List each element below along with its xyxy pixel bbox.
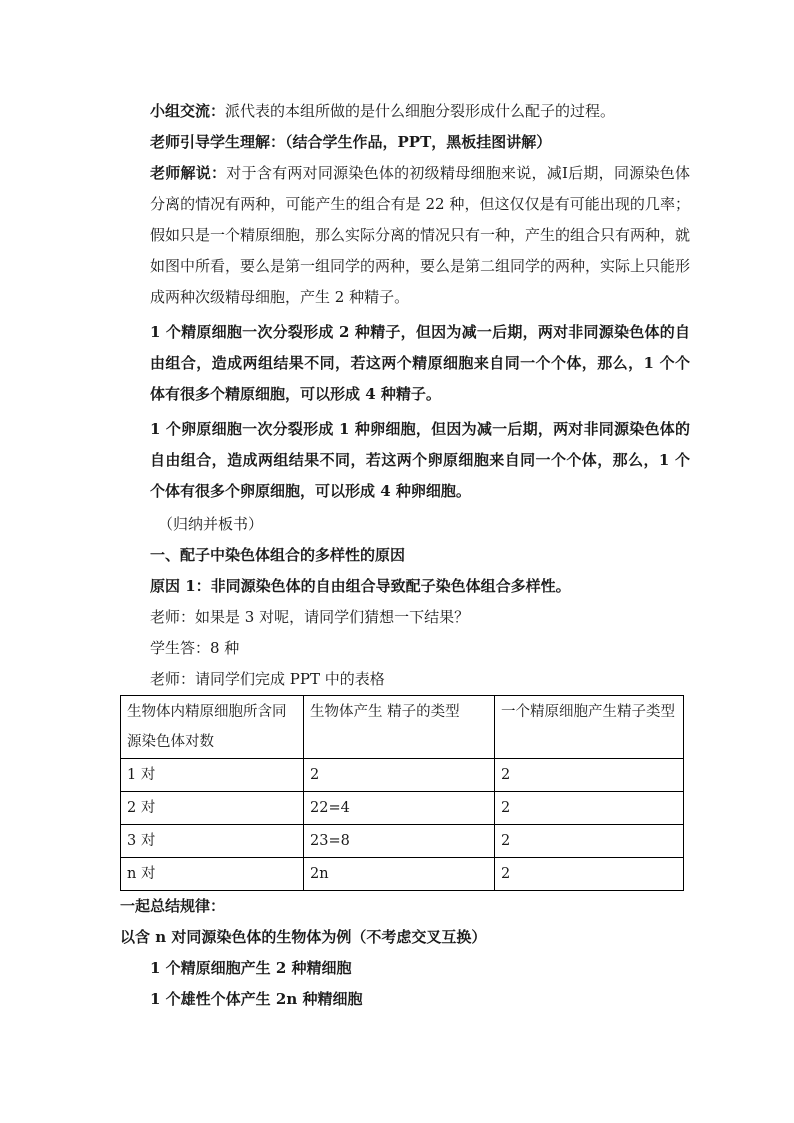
table-row [121, 858, 684, 891]
table-header-row [121, 696, 684, 759]
section-heading: 一、配子中染色体组合的多样性的原因 [150, 546, 406, 564]
label-group-discussion: 小组交流： [150, 102, 226, 120]
table-cell: 1 对 [121, 759, 304, 792]
label-teacher-explanation: 老师解说： [150, 164, 227, 182]
paragraph-rule-male-individual: 1 个雄性个体产生 2n 种精细胞 [150, 990, 363, 1008]
paragraph-egg-conclusion [120, 414, 690, 507]
table-row [121, 825, 684, 858]
text-sperm-conclusion: 1 个精原细胞一次分裂形成 2 种精子，但因为减一后期，两对非同源染色体的自由组合，造成两组结果不同，若这两个精原细胞来自同一个个体，那么，1 个个体有很多个精原细胞，可以形成 4 种精子。 [150, 323, 690, 403]
text-egg-conclusion: 1 个卵原细胞一次分裂形成 1 种卵细胞，但因为减一后期，两对非同源染色体的自由组合，造成两组结果不同，若这两个卵原细胞来自同一个个体，那么，1 个个体有很多个卵原细胞，可以形成 4 种卵细胞。 [150, 420, 690, 500]
text-teacher-explanation: 对于含有两对同源染色体的初级精母细胞来说，减Ⅰ后期，同源染色体分离的情况有两种，可能产生的组合有是 22 种，但这仅仅是有可能出现的几率；假如只是一个精原细胞，那么实际分离的情况只有一种，产生的组合只有两种，就如图中所看，要么是第一组同学的两种，要么是第二组同学的两种，实际上只能形成两种次级精母细胞，产生 2 种精子。 [150, 164, 691, 306]
table-cell: 2 [495, 759, 684, 792]
paragraph-summary-heading: 一起总结规律： [120, 897, 226, 915]
paragraph-teacher-question: 老师：如果是 3 对呢，请同学们猜想一下结果？ [150, 608, 470, 626]
table-cell: 2 [304, 759, 495, 792]
table-header-cell: 生物体内精原细胞所含同源染色体对数 [121, 696, 304, 759]
paragraph-student-answer: 学生答：8 种 [150, 639, 240, 657]
paragraph-rule-sperm-cell: 1 个精原细胞产生 2 种精细胞 [150, 959, 352, 977]
table-cell: 2 [495, 792, 684, 825]
table-cell: 3 对 [121, 825, 304, 858]
table-cell: 23=8 [304, 825, 495, 858]
table-cell: 2 对 [121, 792, 304, 825]
document-body [120, 96, 690, 1015]
table-header-cell: 一个精原细胞产生精子类型 [495, 696, 684, 759]
text-group-discussion: 派代表的本组所做的是什么细胞分裂形成什么配子的过程。 [225, 102, 616, 120]
table-cell: 22=4 [304, 792, 495, 825]
paragraph-reason-1: 原因 1：非同源染色体的自由组合导致配子染色体组合多样性。 [150, 577, 571, 595]
label-teacher-guidance: 老师引导学生理解： [150, 133, 286, 151]
table-row [121, 759, 684, 792]
text-teacher-guidance: （结合学生作品，PPT，黑板挂图讲解） [285, 133, 552, 151]
paragraph-teacher-instruction: 老师：请同学们完成 PPT 中的表格 [150, 670, 385, 688]
table-cell: 2 [495, 858, 684, 891]
paragraph-teacher-explanation [120, 158, 690, 313]
paragraph-sperm-conclusion [120, 317, 690, 410]
paragraph-summarize-note: （归纳并板书） [158, 515, 264, 533]
table-cell: 2 [495, 825, 684, 858]
paragraph-group-discussion [120, 96, 690, 127]
gamete-types-table [120, 695, 684, 891]
table-row [121, 792, 684, 825]
paragraph-teacher-guidance [120, 127, 690, 158]
table-header-cell: 生物体产生 精子的类型 [304, 696, 495, 759]
table-cell: 2n [304, 858, 495, 891]
table-cell: n 对 [121, 858, 304, 891]
paragraph-example-premise: 以含 n 对同源染色体的生物体为例（不考虑交叉互换） [120, 928, 487, 946]
